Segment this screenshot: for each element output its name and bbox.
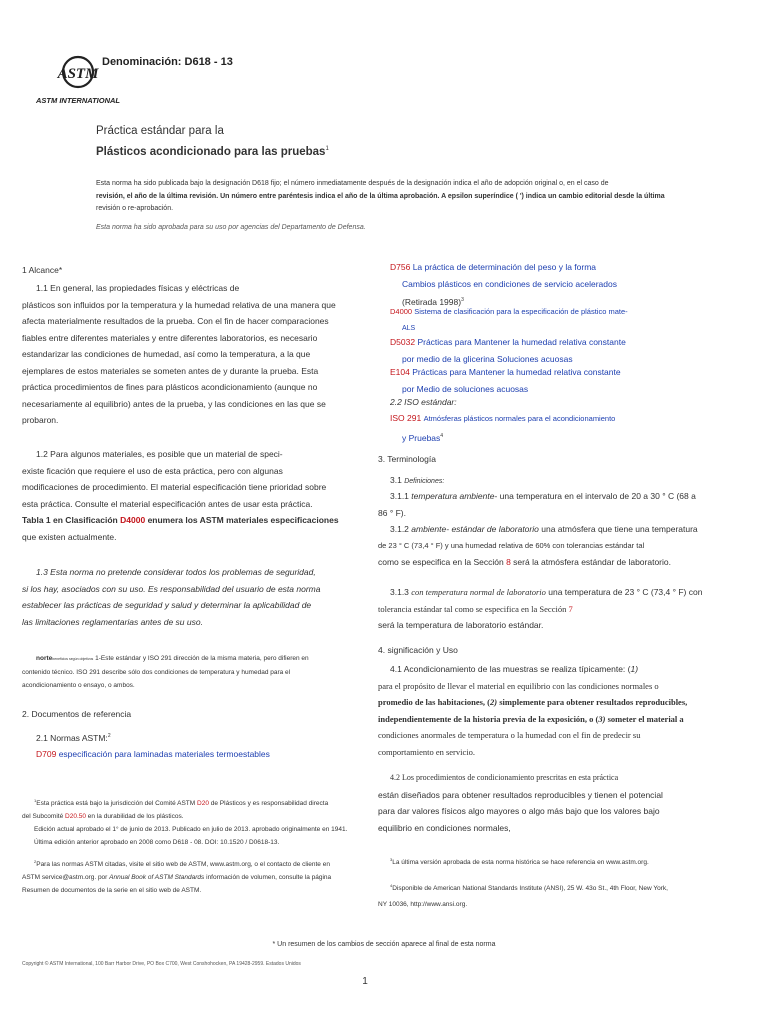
svg-text:ASTM INTERNATIONAL: ASTM INTERNATIONAL <box>35 96 121 105</box>
copyright: Copyright © ASTM International, 100 Barr Harbor Drive, PO Box C700, West Conshohocken, PA 19428-2959. Estados Unidos <box>22 961 301 967</box>
link-section-7[interactable]: 7 <box>568 603 573 614</box>
footnote-4: $^4$Disponible de American National Standards Institute (ANSI), 25 W. 43o St., 4th Floor, New York, NY 10036, http://www.ansi.org. <box>378 883 668 909</box>
footnote-2: $^2$Para las normas ASTM citadas, visite el sitio web de ASTM, www.astm.org, o el contacto de cliente en ASTM service@astm.org. por Annual Book of ASTM Standards información de volumen, consulte la página Resumen de documentos de la serie en el sitio web de ASTM. <box>22 859 332 895</box>
section-1-1: 1.1 En general, las propiedades físicas y eléctricas de plásticos son influidos por la temperatura y la humedad relativa de una manera que afecta materialmente resultados de la prueba. Con el fin de hacer comparaciones fiables entre diferentes materiales y entre diferentes laboratorios, es necesario estandarizar las condiciones de humedad, así como la temperatura, a la que ejemplares de estos materiales se someten antes de y durante la prueba. Esta práctica procedimientos de fines para plásticos acondicionamiento (aunque no necesariamente al equilibrio) antes de la prueba, y las condiciones en las que se probaron. <box>22 283 336 425</box>
link-section-8[interactable]: 8 <box>506 557 511 567</box>
title-line-2: Plásticos acondicionado para las pruebas$^1$ <box>96 146 329 158</box>
link-d709-title[interactable]: especificación para laminadas materiales termoestables <box>58 749 270 760</box>
section-1-2: 1.2 Para algunos materiales, es posible que un material de speci- existe ficación que requiere el uso de esta práctica, pero con algunas modificaciones de procedimiento. El material especificación tiene prioridad sobre esta práctica. Consulte el material especificación antes de usar esta práctica. Tabla 1 en Clasificación D4000 enumera los ASTM materiales especificaciones que existen actualmente. <box>22 449 339 542</box>
intro-paragraph: Esta norma ha sido publicada bajo la designación D618 fijo; el número inmediatamente después de la designación indica el año de adopción original o, en el caso de revisión, el año de la última revisión. Un número entre paréntesis indica el año de la última aprobación. A epsilon superíndice ( ') indica un cambio editorial desde la última revisión o re-aprobación. <box>96 180 665 212</box>
section-1-3: 1.3 Esta norma no pretende considerar todos los problemas de seguridad, si los hay, asociados con su uso. Es responsabilidad del usuario de esta norma establecer las prácticas de seguridad y salud y determinar la aplicabilidad de las limitaciones reglamentarias antes de su uso. <box>22 567 321 627</box>
section-2-2: 2.2 ISO estándar: <box>390 397 457 407</box>
svg-text:ASTM: ASTM <box>57 66 99 82</box>
designation: Denominación: D618 - 13 <box>102 56 233 68</box>
section-3-1-2: 3.1.2 ambiente- estándar de laboratorio una atmósfera que tiene una temperatura de 23 ° C (73,4 ° F) y una humedad relativa de 60% con tolerancias estándar tal como se especifica en la Sección 8 será la atmósfera estándar de laboratorio. <box>378 524 698 567</box>
footnote-1: $^1$Esta práctica está bajo la jurisdicción del Comité ASTM D20 de Plásticos y es responsabilidad directa del Subcomité D20.50 en la durabilidad de los plásticos. Edición actual aprobado el 1° de junio de 2013. Publicado en julio de 2013. aprobado originalmente en 1941. Última edición anterior aprobado en 2008 como D618 - 08. DOI: 10.1520 / D0618-13. <box>22 798 348 847</box>
ref-e104: E104 Prácticas para Mantener la humedad relativa constante por Medio de soluciones acuosas <box>390 367 621 394</box>
summary-note: * Un resumen de los cambios de sección aparece al final de esta norma <box>272 941 496 948</box>
section-3-1-1: 3.1.1 temperatura ambiente- una temperatura en el intervalo de 20 a 30 ° C (68 a 86 ° F). <box>378 491 696 518</box>
title-line-1: Práctica estándar para la <box>96 125 224 137</box>
link-d20-50[interactable]: D20.50 <box>65 813 86 821</box>
link-iso-291[interactable]: ISO 291 <box>390 413 422 423</box>
section-2-heading: 2. Documentos de referencia <box>22 709 132 719</box>
section-4-2: 4.2 Los procedimientos de condicionamiento prescritas en esta práctica están diseñados para obtener resultados reproducibles y tienen el potencial para dar valores físicos algo mayores o algo más bajo que los valores bajo equilibrio en condiciones normales, <box>378 773 663 833</box>
link-d5032[interactable]: D5032 <box>390 337 416 347</box>
section-2-1: 2.1 Normas ASTM:$^2$ D709 especificación para laminadas materiales termoestables <box>36 732 270 760</box>
ref-d4000: D4000 Sistema de clasificación para la especificación de plástico mate- ALS <box>390 307 628 332</box>
page-number: 1 <box>362 976 368 987</box>
section-4-heading: 4. significación y Uso <box>378 645 458 655</box>
note-1: nortebeneficios según objetivos 1-Este estándar y ISO 291 dirección de la misma materia, pero difieren en contenido técnico. ISO 291 describe sólo dos condiciones de temperatura y humedad para el acondicionamiento o ensayo, o ambos. <box>22 655 309 689</box>
section-3-1: 3.1 Definiciones: <box>390 475 445 485</box>
link-d709[interactable]: D709 <box>36 749 57 760</box>
link-d4000[interactable]: D4000 <box>120 515 146 525</box>
section-3-1-3: 3.1.3 con temperatura normal de laboratorio una temperatura de 23 ° C (73,4 ° F) con tolerancia estándar tal como se especifica en la Sección 7 será la temperatura de laboratorio estándar. <box>378 587 703 630</box>
ref-iso-291: ISO 291 Atmósferas plásticos normales para el acondicionamiento y Pruebas$^4$ <box>390 413 616 443</box>
section-3-heading: 3. Terminología <box>378 454 436 464</box>
link-d756[interactable]: D756 <box>390 262 411 272</box>
section-1-heading: 1 Alcance* <box>22 265 63 275</box>
link-e104[interactable]: E104 <box>390 367 410 377</box>
link-d4000-ref[interactable]: D4000 <box>390 307 413 316</box>
footnote-3: $^3$La última versión aprobada de esta norma histórica se hace referencia en www.astm.org. <box>390 857 649 867</box>
link-d20[interactable]: D20 <box>197 800 209 808</box>
ref-d5032: D5032 Prácticas para Mantener la humedad relativa constante por medio de la glicerina Soluciones acuosas <box>390 337 626 364</box>
ref-d756: D756 La práctica de determinación del peso y la forma Cambios plásticos en condiciones de servicio acelerados (Retirada 1998)$^3$ <box>390 262 617 307</box>
section-4-1: 4.1 Acondicionamiento de las muestras se realiza típicamente: (1) para el propósito de llevar el material en equilibrio con las condiciones normales o promedio de las habitaciones, (2) simplemente para obtener resultados reproducibles, independientemente de la historia previa de la exposición, o (3) someter el material a condiciones anormales de temperatura o la humedad con el fin de predecir su comportamiento en servicio. <box>378 664 688 757</box>
intro-approval: Esta norma ha sido aprobada para su uso por agencias del Departamento de Defensa. <box>96 224 366 231</box>
